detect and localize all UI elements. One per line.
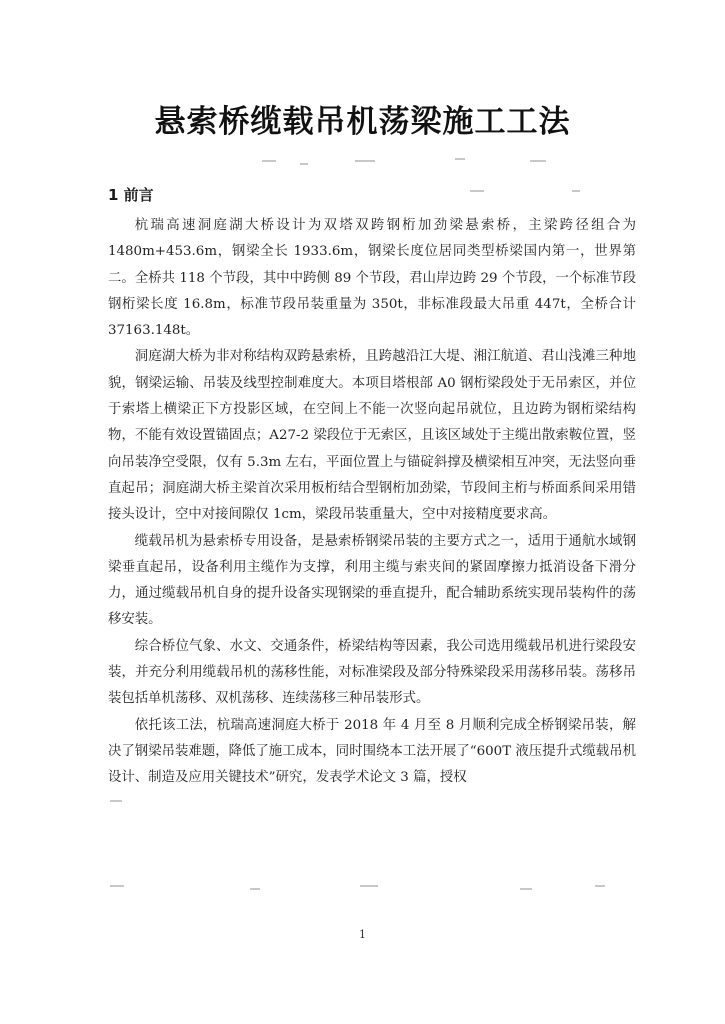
body-text — [108, 213, 636, 792]
scan-noise — [300, 163, 308, 165]
scan-noise — [520, 888, 532, 890]
scan-noise — [355, 160, 375, 162]
scan-noise — [595, 885, 605, 887]
scan-noise — [360, 885, 378, 887]
scan-noise — [250, 888, 260, 890]
page-number: 1 — [359, 928, 366, 941]
scan-noise — [455, 158, 465, 160]
scan-noise — [262, 160, 276, 162]
scan-noise — [110, 800, 122, 802]
scan-noise — [530, 160, 546, 162]
scan-noise — [470, 190, 484, 192]
section-heading: 1 前言 — [108, 186, 154, 204]
paragraph: 缆载吊机为悬索桥专用设备，是悬索桥钢梁吊装的主要方式之一，适用于通航水域钢梁垂直起吊，设备利用主缆作为支撑，利用主缆与索夹间的紧固摩擦力抵消设备下滑分力，通过缆载吊机自身的提升设备实现钢梁的垂直提升，配合辅助系统实现吊装构件的荡移安装。 — [108, 533, 636, 628]
paragraph: 杭瑞高速洞庭湖大桥设计为双塔双跨钢桁加劲梁悬索桥，主梁跨径组合为1480m+453.6m，钢梁全长 1933.6m，钢梁长度位居同类型桥梁国内第一，世界第二。全桥共 118 个节段，其中中跨侧 89 个节段，君山岸边跨 29 个节段，一个标准节段钢桁梁长度 16.8m，标准节段吊装重量为 350t，非标准段最大吊重 447t，全桥合计 37163.148t。 — [108, 218, 636, 339]
paragraph: 依托该工法，杭瑞高速洞庭大桥于 2018 年 4 月至 8 月顺利完成全桥钢梁吊装，解决了钢梁吊装难题，降低了施工成本，同时围绕本工法开展了“600T 液压提升式缆载吊机设计、制造及应用关键技术”研究，发表学术论文 3 篇，授权 — [108, 717, 636, 786]
scan-noise — [110, 885, 124, 887]
paragraph: 洞庭湖大桥为非对称结构双跨悬索桥，且跨越沿江大堤、湘江航道、君山浅滩三种地貌，钢梁运输、吊装及线型控制难度大。本项目塔根部 A0 钢桁梁段处于无吊索区，并位于索塔上横梁正下方投影区域，在空间上不能一次竖向起吊就位，且边跨为钢桁梁结构物，不能有效设置锚固点；A27-2 梁段位于无索区，且该区域处于主缆出散索鞍位置，竖向吊装净空受限，仅有 5.3m 左右，平面位置上与锚碇斜撑及横梁相互冲突，无法竖向垂直起吊；洞庭湖大桥主梁首次采用板桁结合型钢桁加劲梁，节段间主桁与桥面系间采用错接头设计，空中对接间隙仅 1cm，梁段吊装重量大，空中对接精度要求高。 — [108, 349, 636, 523]
paragraph: 综合桥位气象、水文、交通条件，桥梁结构等因素，我公司选用缆载吊机进行梁段安装，并充分利用缆载吊机的荡移性能，对标准梁段及部分特殊梁段采用荡移吊装。荡移吊装包括单机荡移、双机荡移、连续荡移三种吊装形式。 — [108, 638, 636, 707]
document-title: 悬索桥缆载吊机荡梁施工工法 — [154, 104, 571, 140]
scan-noise — [572, 190, 580, 192]
